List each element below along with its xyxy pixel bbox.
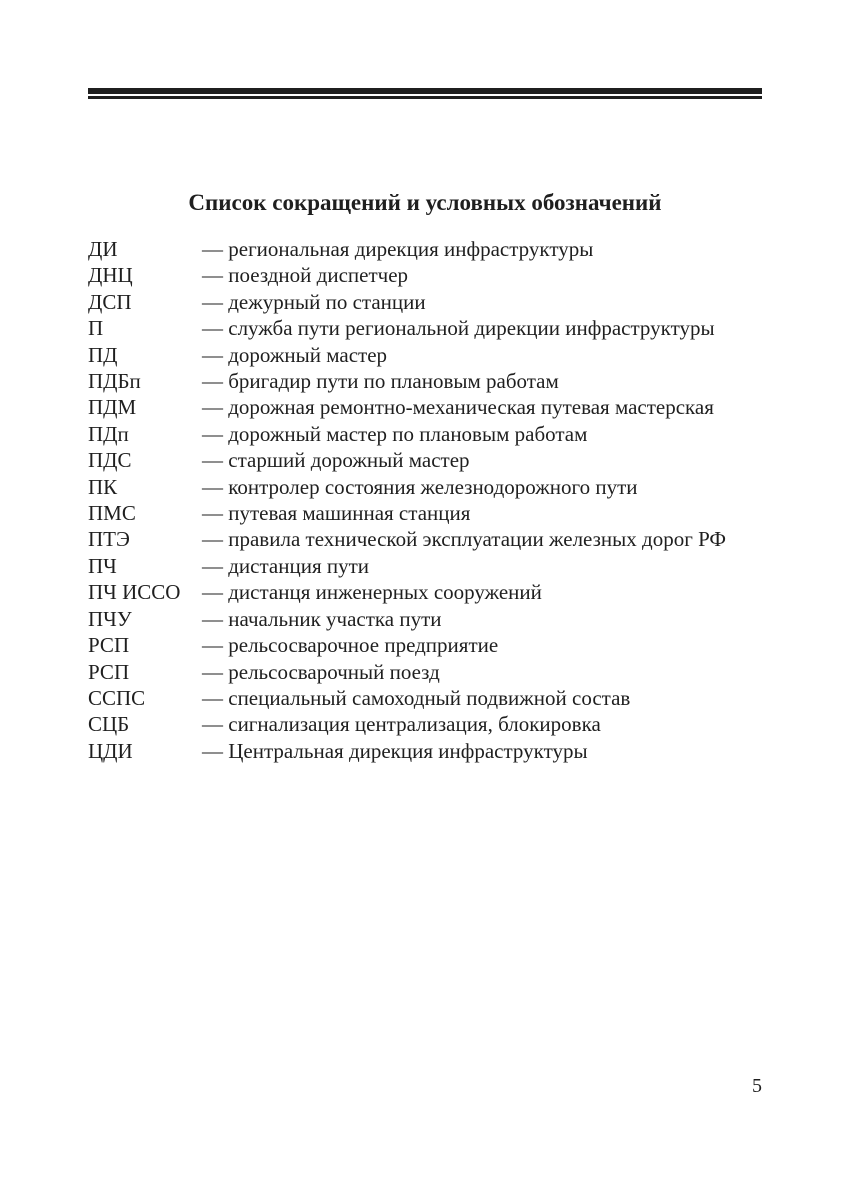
abbreviation-entry: [88, 236, 762, 262]
abbreviation: ССПС: [88, 685, 146, 710]
abbreviation: ПДп: [88, 421, 129, 446]
abbreviation-definition: — дорожный мастер: [202, 342, 388, 367]
abbreviation-definition: — старший дорожный мастер: [202, 448, 470, 473]
abbreviation: ДНЦ: [88, 263, 133, 288]
page-number: 5: [752, 1075, 762, 1097]
abbreviation: РСП: [88, 633, 130, 658]
abbreviation-definition: — дорожная ремонтно-механическая путевая мастерская: [202, 395, 714, 420]
abbreviation-entry: [88, 315, 762, 341]
abbreviation: ЦДИ: [88, 738, 133, 763]
abbreviation-definition: — региональная дирекция инфраструктуры: [202, 237, 594, 261]
abbreviation-entry: [88, 500, 762, 526]
abbreviation: ПМС: [88, 501, 136, 526]
abbreviation: РСП: [88, 659, 130, 684]
abbreviation: ПДС: [88, 448, 132, 473]
abbreviation-entry: [88, 553, 762, 579]
abbreviation: ПД: [88, 342, 118, 367]
abbreviation-entry: [88, 474, 762, 500]
abbreviation-entry: [88, 262, 762, 288]
abbreviation: ПЧ: [88, 553, 117, 578]
abbreviation-entry: [88, 368, 762, 394]
page-title: Список сокращений и условных обозначений: [188, 190, 662, 215]
abbreviation: ПДБп: [88, 369, 141, 394]
abbreviation-definition: — путевая машинная станция: [202, 501, 471, 526]
abbreviation-entry: [88, 526, 762, 552]
abbreviation-definition: — бригадир пути по плановым работам: [202, 369, 559, 394]
abbreviation-entry: [88, 738, 762, 764]
header-rule-thick: [88, 88, 762, 94]
abbreviation-entry: [88, 659, 762, 685]
abbreviation-entry: [88, 632, 762, 658]
abbreviation-definition: — сигнализация централизация, блокировка: [202, 712, 601, 737]
abbreviation: ПТЭ: [88, 527, 130, 552]
abbreviation: П: [88, 316, 104, 341]
abbreviation: ПДМ: [88, 395, 137, 420]
abbreviation-definition: — служба пути региональной дирекции инфраструктуры: [202, 316, 715, 341]
abbreviation-definition: — дорожный мастер по плановым работам: [202, 421, 588, 446]
abbreviation-entry: [88, 685, 762, 711]
abbreviation-definition: — специальный самоходный подвижной состав: [202, 685, 631, 710]
abbreviation: ПЧУ: [88, 606, 132, 631]
abbreviation: ДСП: [88, 289, 132, 314]
abbreviation-definition: — дистанция пути: [202, 553, 370, 578]
header-rule-thin: [88, 96, 762, 99]
abbreviation: ПЧ ИССО: [88, 580, 181, 605]
abbreviation: ДИ: [88, 237, 118, 261]
abbreviation-definition: — начальник участка пути: [202, 606, 442, 631]
abbreviation-entry: [88, 421, 762, 447]
abbreviation-entry: [88, 447, 762, 473]
abbreviation-definition: — дистанця инженерных сооружений: [202, 580, 542, 605]
abbreviation-definition: — рельсосварочное предприятие: [202, 633, 499, 658]
abbreviation-definition: — Центральная дирекция инфраструктуры: [202, 738, 588, 763]
abbreviation-list: [88, 236, 762, 764]
abbreviation-definition: — контролер состояния железнодорожного пути: [202, 474, 638, 499]
abbreviation-definition: — рельсосварочный поезд: [202, 659, 440, 684]
abbreviation-definition: — правила технической эксплуатации железных дорог РФ: [202, 527, 726, 552]
abbreviation: СЦБ: [88, 712, 130, 737]
abbreviation-entry: [88, 606, 762, 632]
abbreviation-entry: [88, 579, 762, 605]
abbreviation-definition: — поездной диспетчер: [202, 263, 409, 288]
abbreviation-entry: [88, 342, 762, 368]
abbreviation-definition: — дежурный по станции: [202, 289, 426, 314]
abbreviation: ПК: [88, 474, 118, 499]
abbreviation-entry: [88, 711, 762, 737]
abbreviation-entry: [88, 289, 762, 315]
abbreviation-entry: [88, 394, 762, 420]
